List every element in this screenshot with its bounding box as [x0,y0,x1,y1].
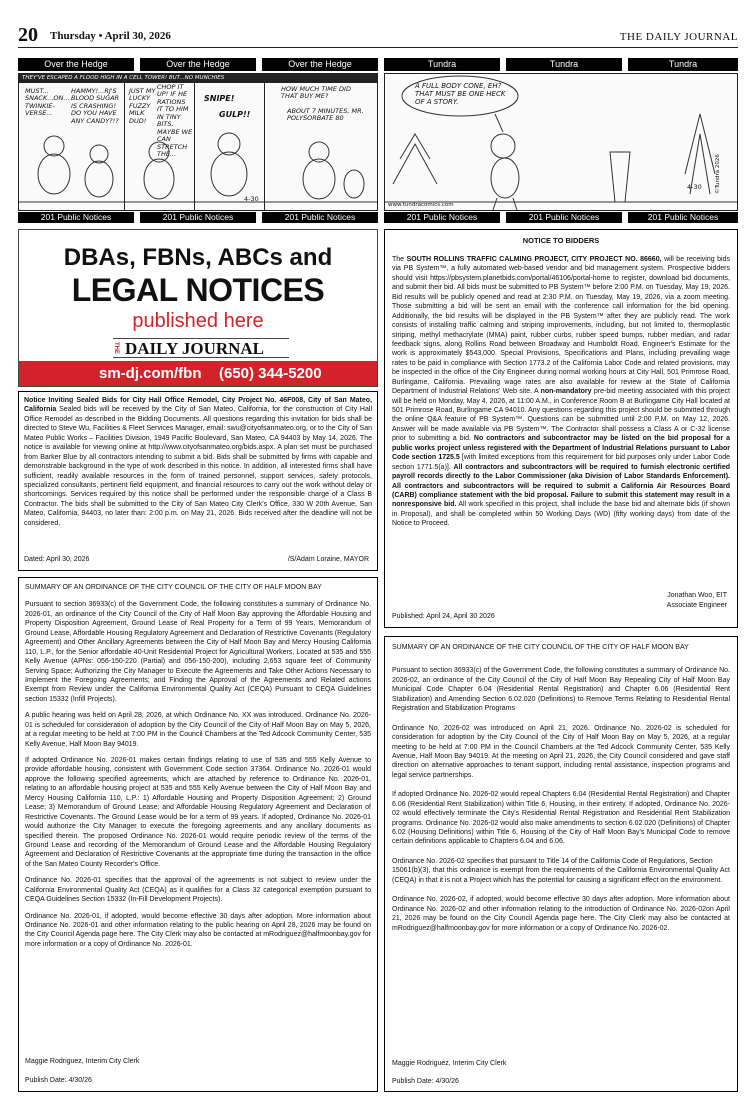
notice-paragraph: Ordinance No. 2026-02 was introduced on April 21, 2026. Ordinance No. 2026-02 is scheduled for consideration for adoption by the City Council of the City of Half Moon Bay on May 5, 2026, at a regular meeting to be held at 7:00 PM in the Council Chambers at the Ted Adcock Community Center, 535 Kelly Avenue, Half Moon Bay 94019. At the meeting on April 21, 2026, the City Council considered and gave staff direction on alternative approaches to tenant support, including rental assistance, inspection programs and legal service partnerships. [392,724,730,779]
speech-bubble: HOW MUCH TIME DID THAT BUY ME? [281,85,351,101]
legal-notices-ad [18,229,378,387]
notice-signer: Maggie Rodriguez, Interim City Clerk [25,1058,140,1065]
speech-bubble: A FULL BODY CONE, EH? THAT MUST BE ONE HECK OF A STORY. [415,82,506,107]
notice-heading: SUMMARY OF AN ORDINANCE OF THE CITY COUNCIL OF THE CITY OF HALF MOON BAY [25,584,322,591]
notice-signer: Jonathan Woo, EIT [667,592,727,599]
comic-title-bar: Over the Hedge [18,58,134,71]
speech-bubble: MUST... SNACK...ON... TWINKIE-VERSE... [25,87,70,118]
comic-title-bar: Tundra [506,58,622,71]
notice-body: The SOUTH ROLLINS TRAFFIC CALMING PROJECT, CITY PROJECT NO. 86660, will be receiving bids via PB System™, a fully automated web-based vendor and bid management system. Prospective bidders should visit https://pbsystem.planetbids.com/portal/46106/portal-home to register, download bid documents, and submit their bid. All bids must be submitted to PB System™ before 2:00 P.M. on Tuesday, May 19, 2026. Bid results will be publicly opened and read at 2:30 P.M. on Tuesday, May 19, 2026, via a zoom meeting. Those submitting a bid will be sent an email with the conference call information for the bid opening. Additionally, the bid results will be displayed in the PB System™ after they are publicly read. The work consists of installing traffic calming and striping improvements, including, but not limited to, thermoplastic striping, methyl methacrylate (MMA) paint, rubber curbs, rubber speed bumps, rubber median, and radar feedback signs, along Rollins Road between Broadway and Humboldt Road. Engineer's Estimate for the work is approximately $543,000. Special Provisions, Specifications and Plans, including prevailing wage rates to be paid in compliance with Section 1773.2 of the California Labor Code and related provisions, may be inspected in the office of the City Engineer during normal working hours at City Hall, 501 Primrose Road, Burlingame, California. Prevailing wage rates are also available for review at the State of California Department of Industrial Relations' Web site. A non-mandatory pre-bid meeting associated with this project will be held on Monday, May 4, 2026, at 11:00 A.M., in Conference Room B at Burlingame City Hall located at 501 Primrose Road, Burlingame CA 94010. Any questions regarding this project should be submitted through the online Q&A feature of PB System™. Questions can be submitted until 2:00 P.M. on May 12, 2026. Answer will be made available via PB System™. The Contractor shall possess a Class A or C-32 license prior to submitting a bid. No contractors and subcontractor may be listed on the bid proposal for a public works project unless registered with the Department of Industrial Relations pursuant to Labor Code section 1725.5 [with limited exceptions from this requirement for bid purposes only under Labor Code section 1771.5(a)]. All contractors and subcontractors will be required to furnish electronic certified payroll records directly to the Labor Commissioner (aka Division of Labor Standards Enforcement). All contractors and subcontractors will be required to submit a California Air Resources Board (CARB) compliance statement with the bid proposal. Failure to submit this statement may result in a nonresponsive bid. All work specified in this project, shall include the base bid and alternate bids (if shown in Proposal), and shall be completed within 50 Working Days (WD) (fifty working days) from date of the Notice to Proceed. [392,256,730,528]
speech-bubble: ABOUT 7 MINUTES, MR. POLYSORBATE 80 [287,107,364,123]
page-number: 20 [18,24,38,46]
ad-phone: (650) 344-5200 [219,365,322,382]
notice-paragraph: Pursuant to section 36933(c) of the Government Code, the following constitutes a summary of Ordinance No. 2026-02, an ordinance of the City Council of the City of Half Moon Bay Repealing City of Half Moon Bay Municipal Code Chapter 6.04 (Residential Rental Registration) and Chapter 6.06 (Residential Rent Stabilization) and Amending Section 6.02.020 (Definitions) to Remove Terms Relating to Residential Rental Registration and Stabilization Programs [392,667,730,713]
notice-paragraph: Ordinance No. 2026-01 specifies that the approval of the agreements is not subject to review under the California Environmental Quality Act (CEQA) as it qualifies for a Class 32 categorical exemption pursuant to CEQA Guidelines Section 15332 (In-Fill Development Projects). [25,877,371,904]
notice-signer-title: Associate Engineer [666,602,727,609]
notice-title: Notice Inviting Sealed Bids for City Hall Office Remodel, City Project No. 46F008, City of San Mateo, California [24,397,372,414]
comic-date: 4-30 [687,183,702,191]
tundra-comic [384,73,738,211]
section-bar: 201 Public Notices [18,212,134,223]
notice-paragraph: Ordinance No. 2026-01, if adopted, would become effective 30 days after adoption. More information about Ordinance No. 2026-01 and other information relating to the public hearing on April 28, 2026 may be found on the City Council Agenda page here. The City Clerk may also be contacted at mRodriguez@halfmoonbay.gov for more information or a copy of Ordinance No. 2026-01. [25,912,371,948]
comic-drawing [19,74,378,211]
ad-line-3: published here [132,310,264,332]
comic-date: 4-30 [244,195,259,203]
notice-ordinance-2026-01 [18,577,378,1092]
ad-logo-the: THE [113,342,119,354]
ad-line-1: DBAs, FBNs, ABCs and [63,244,333,271]
comic-copyright: ©Tundra 2026 [715,154,721,194]
section-bar: 201 Public Notices [384,212,500,223]
ad-url[interactable]: sm-dj.com/fbn [99,365,202,382]
notice-signature: /S/Adam Loraine, MAYOR [287,556,369,563]
comic-caption: THEY'VE ESCAPED A FLOOD HIGH IN A CELL TOWER! BUT...NO MUNCHIES [22,75,225,81]
notice-sealed-bids [18,391,378,571]
comic-title-bar: Tundra [628,58,738,71]
speech-bubble: SNIPE! [204,94,235,103]
notice-signer: Maggie Rodriguez, Interim City Clerk [392,1060,507,1067]
section-bar: 201 Public Notices [140,212,256,223]
over-the-hedge-comic [18,73,378,211]
comic-url: www.tundracomics.com [388,202,454,208]
publish-date: Publish Date: 4/30/26 [392,1078,459,1085]
notice-paragraph: Pursuant to section 36933(c) of the Government Code, the following constitutes a summary of Ordinance No. 2026-01, an ordinance of the City Council of the City of Half Moon Bay approving the Affordable Housing and Property Disposition Agreement, Ground Lease of Real Property for a Term of 99 Years, Memorandum of Ground Lease, Affordable Housing Regulatory Agreement and Declaration of Restrictive Covenants (Regulatory Agreement) and Other Ancillary Agreements between the City of Half Moon Bay and Mercy Housing California 110, L.P., for the Senior affordable 40-Unit Residential Project for Agricultural Workers, Located at 535 and 555 Kelly Avenue (APNs: 056-150-220 (Partial) and 056-150-200), including 2,653 square feet of Community Serving Space; Authorizing the City Manager to Execute the Agreements and Take Other Actions Necessary to Implement the Foregoing Agreements; and Finding the Approval of the Agreements and Related actions Exempt from Review under the California Environmental Quality Act (CEQA) Pursuant to CEQA Guidelines section 15332 (Infill Projects). [25,601,371,703]
issue-date: Thursday • April 30, 2026 [50,30,171,42]
page-header [18,24,738,48]
notice-paragraph: A public hearing was held on April 28, 2026, at which Ordinance No. XX was introduced. Ordinance No. 2026-01 is scheduled for consideration of adoption by the City Council of the City of Half Moon Bay on May 5, 2026, at a regular meeting to be held at 7:00 PM in the Council Chambers at the Ted Adcock Community Center, 535 Kelly Avenue, Half Moon Bay 94019. [25,712,371,748]
notice-paragraph: 15061(b)(3), that this ordinance is exempt from the requirements of the California Environmental Quality Act (CEQA) in that it is not a Project which has the potential for causing a significant effect on the environment. [392,867,730,884]
ad-logo-text: DAILY JOURNAL [125,339,265,358]
notice-dated: Dated: April 30, 2026 [24,556,90,563]
notice-paragraph: If adopted Ordinance No. 2026-02 would repeal Chapters 6.04 (Residential Rental Registration) and Chapter 6.06 (Residential Rent Stabilization) within Title 6, Housing, in their entirety. If adopted, Ordinance No. 2026-02 would effectively terminate the City's Residential Rental Registration and Residential Rent Stabilization programs. Ordinance No. 2026-02 would also make amendments to section 6.02.020 (Definitions) of Chapter 6.02 (Housing Definitions) within Title 6, Housing of the City of Half Moon Bay's Municipal Code to remove certain definitions applicable to Chapters 6.04 and 6.06. [392,791,730,846]
notice-text: Sealed bids will be received by the City of San Mateo, California, for the construction of City Hall Office Remodel as described in the Bidding Documents. All questions regarding this invitation for bids shall be directed to Steve Wu, Facilities & Fleet Services Manager, email: swu@cityofsanmateo.org, or to the City of San Mateo Public Works – Facilities Division, 1949 Pacific Boulevard, San Mateo, CA 94403 by May 14, 2026. The notice is available for viewing online at http://www.cityofsanmateo.org/bids.aspx. A plan set must be purchased from Barker Blue by all contractors intending to submit a bid. Bids shall be submitted by firms with capable and demonstrable background in the type of work described in this notice. In addition, all interested firms shall have sufficient, readily available resources in the form of trained personnel, support services, safety protocols, specialized consultants, pertinent field equipment, and financial resources to carry out the work without delay or shortcomings. Services required by this notice shall be performed under the responsible charge of a Class B Contractor. The bids shall be submitted to the City of San Mateo City Clerk's Office, 330 W 20th Avenue, San Mateo, California, 94403, no later than: 2:00 p.m. on May 21, 2026. Bids received after the deadline will not be considered. [24,406,372,527]
notice-paragraph: If adopted Ordinance No. 2026-01 makes certain findings relating to use of 535 and 555 Kelly Avenue to provide affordable housing, consistent with Government Code section 37364. Ordinance No. 2026-01 would approve the following specified agreements, which are attached by reference to Ordinance No. 2026-01, relating to an affordable housing project at 535 and 555 Kelly Avenue between the City of Half Moon Bay and Mercy Housing California 110, L.P.: 1) Affordable Housing and Property Disposition Agreement; 2) Ground Lease; 3) Memorandum of Ground Lease; and Affordable Housing Regulatory Agreement and Declaration of Restrictive Covenants. The Ground Lease would be for a term of 99 years. If adopted, Ordinance No. 2026-01 would authorize the City Manager to execute the foregoing agreements and any ancillary documents as specified therein. The proposed Ordinance No. 2026-01 would require periodic review of the terms of the Ground Lease and recording of the Memorandum of Ground Lease and the Affordable Housing Regulatory Agreement and Declaration of Restrictive Covenants at the appropriate time during the transaction in the office of the San Mateo County Recorder's Office. [25,757,371,868]
speech-bubble: GULP!! [219,110,251,119]
newspaper-name: THE DAILY JOURNAL [619,31,738,43]
section-bar: 201 Public Notices [628,212,738,223]
comic-title-bar: Over the Hedge [140,58,256,71]
publish-date: Published: April 24, April 30 2026 [392,613,495,620]
ad-logo [113,338,289,358]
section-bar: 201 Public Notices [262,212,378,223]
notice-heading: NOTICE TO BIDDERS [522,236,600,245]
notice-paragraph: Ordinance No. 2026-02, if adopted, would become effective 30 days after adoption. More information about Ordinance No. 2026-02 and other information relating to the introduction of Ordinance No. 2026-02on April 21, 2026 may be found on the City Council Agenda page here. The City Clerk may also be contacted at mRodriguez@halfmoonbay.gov for more information or a copy of Ordinance No. 2026-02. [392,896,730,932]
ad-line-2: LEGAL NOTICES [71,272,325,308]
speech-bubble: JUST MY LUCKY FUZZY MILK DUD! [129,87,156,125]
notice-to-bidders [384,229,738,628]
speech-bubble: CHOP IT UP! IF HE RATIONS IT TO HIM IN TINY BITS, MAYBE WE CAN STRETCH THE... [157,83,193,159]
comic-title-bar: Tundra [384,58,500,71]
notice-paragraph: Ordinance No. 2026-02 specifies that pursuant to Title 14 of the California Code of Regulations, Section [392,857,713,865]
comic-title-bar: Over the Hedge [262,58,378,71]
speech-bubble: HAMMY!...RJ'S BLOOD SUGAR IS CRASHING! DO YOU HAVE ANY CANDY?!? [71,87,120,125]
notice-body [24,396,372,528]
publish-date: Publish Date: 4/30/26 [25,1077,92,1084]
section-bar: 201 Public Notices [506,212,622,223]
notice-ordinance-2026-02 [384,636,738,1092]
notice-heading: SUMMARY OF AN ORDINANCE OF THE CITY COUNCIL OF THE CITY OF HALF MOON BAY [392,644,689,651]
